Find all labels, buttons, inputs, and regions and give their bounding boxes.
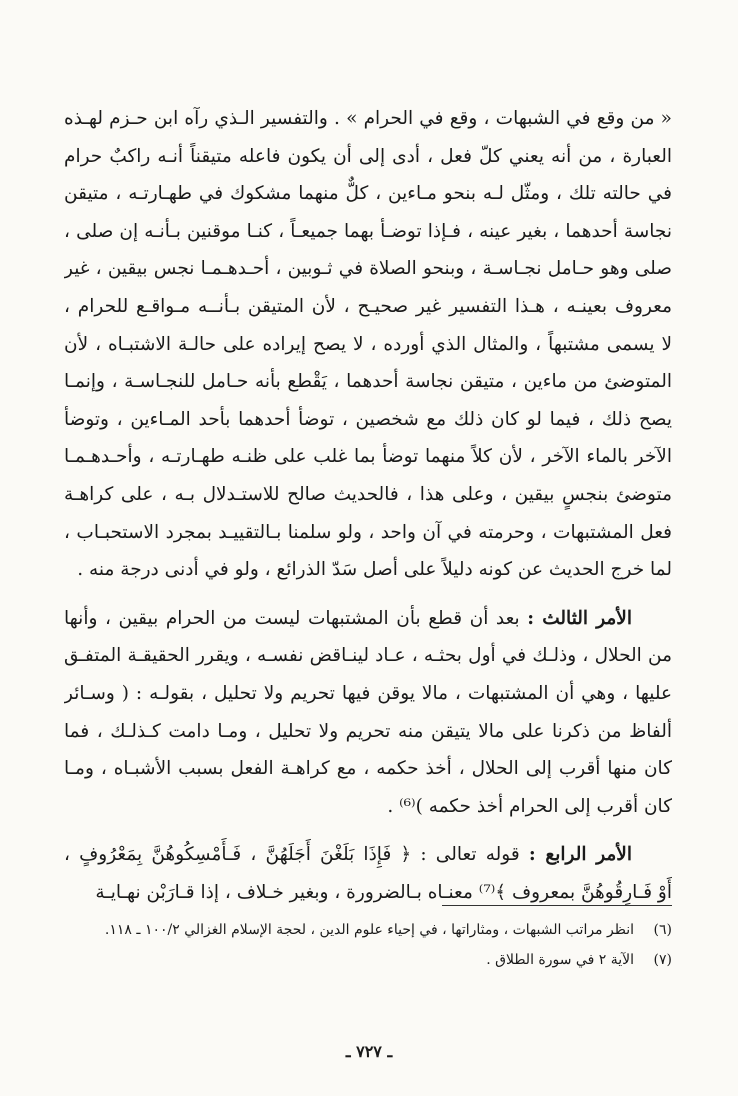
line-text: الآخر بالماء الآخر ، لأن كلاً منهما توضأ بما غلب على ظنـه طهـارتـه ، وأحـدهـمـا <box>64 446 672 468</box>
text-line <box>64 138 672 176</box>
line-text: المتوضئ من ماءين ، متيقن نجاسة أحدهما ، يَقْطع بأنه حـامل للنجـاسـة ، وإنمـا <box>64 371 672 393</box>
text-line <box>64 401 672 439</box>
footnote-number: (٧) <box>653 952 672 968</box>
line-text: نجاسة أحدهما ، بغير عينه ، فـإذا توضـأ بهما جميعـاً ، كنـا موقنين بـأنـه إن صلى ، <box>64 220 672 242</box>
text-line <box>64 100 672 138</box>
text-line <box>64 213 672 251</box>
text-line <box>64 250 672 288</box>
text-line <box>64 675 672 713</box>
text-line <box>64 514 672 552</box>
line-text: قوله تعالى : ﴿ فَإِذَا بَلَغْنَ أَجَلَهُنَّ ، فَـأَمْسِكُوهُنَّ بِمَعْرُوفٍ ، <box>64 844 529 866</box>
text-line <box>64 788 672 826</box>
line-text: لا يسمى مشتبهاً ، والمثال الذي أورده ، لا يصح إيراده على حالـة الاشتبـاه ، لأن <box>64 333 672 355</box>
line-text: متوضئ بنجسٍ بيقين ، وعلى هذا ، فالحديث صالح للاستـدلال بـه ، على كراهـة <box>64 483 672 505</box>
text-line <box>64 551 672 589</box>
text-line <box>64 713 672 751</box>
section-lead: الأمر الثالث : <box>527 607 632 629</box>
footnote-separator <box>442 905 672 906</box>
paragraph-gap <box>64 825 672 836</box>
section-lead: الأمر الرابع : <box>528 844 632 866</box>
line-text: بعد أن قطع بأن المشتبهات ليست من الحرام بيقين ، وأنها <box>64 607 528 629</box>
footnotes <box>64 915 672 975</box>
footnote-number: (٦) <box>653 922 672 938</box>
text-line <box>64 326 672 364</box>
line-text: لما خرج الحديث عن كونه دليلاً على أصل سَدّ الذرائع ، ولو في أدنى درجة منه . <box>77 559 672 581</box>
footnote <box>64 945 672 975</box>
line-text: في حالته تلك ، ومثّل لـه بنحو مـاءين ، كلٌّ منهما مشكوك في طهـارتـه ، متيقن <box>64 183 672 205</box>
line-text: عليها ، وهي أن المشتبهات ، مالا يوقن فيها تحريم ولا تحليل ، بقولـه : ( وسـائر <box>64 682 672 704</box>
footnote-text: الآية ٢ في سورة الطلاق . <box>486 952 634 968</box>
line-text: كان منها أقرب إلى الحلال ، أخذ حكمه ، مع كراهـة الفعل بسبب الأشبـاه ، ومـا <box>64 758 672 780</box>
line-text: من الحلال ، وذلـك في أول بحثـه ، عـاد لينـاقض نفسـه ، ويقرر الحقيقـة المتفـق <box>64 645 672 667</box>
page-number: ـ ٧٢٧ ـ <box>345 1042 393 1061</box>
text-line <box>64 476 672 514</box>
line-text: أَوْ فَـارِقُوهُنَّ بمعروف ﴾⁽⁷⁾ معنـاه بـالضرورة ، وبغير خـلاف ، إذا قـارَبْن نهـايـة <box>95 881 672 903</box>
line-text: صلى وهو حـامل نجـاسـة ، وبنحو الصلاة في ثـوبين ، أحـدهـمـا نجس بيقين ، غير <box>64 258 672 280</box>
text-line <box>64 836 672 874</box>
text-line <box>64 288 672 326</box>
text-line <box>64 363 672 401</box>
text-line <box>64 438 672 476</box>
paragraph-gap <box>64 589 672 600</box>
main-text <box>64 100 672 911</box>
line-text: كان أقرب إلى الحرام أخذ حكمه )⁽⁶⁾ . <box>387 795 672 817</box>
text-line <box>64 175 672 213</box>
footnote-text: انظر مراتب الشبهات ، ومثاراتها ، في إحياء علوم الدين ، لحجة الإسلام الغزالي ١٠٠/٢ ـ ١١٨. <box>104 922 634 938</box>
footnote <box>64 915 672 945</box>
line-text: يصح ذلك ، فيما لو كان ذلك مع شخصين ، توضأ أحدهما بأحد المـاءين ، وتوضأ <box>64 408 672 430</box>
line-text: « من وقع في الشبهات ، وقع في الحرام » . والتفسير الـذي رآه ابن حـزم لهـذه <box>64 108 672 129</box>
line-text: فعل المشتبهات ، وحرمته في آن واحد ، ولو سلمنا بـالتقييـد بمجرد الاستحبـاب ، <box>64 521 672 543</box>
text-line <box>64 600 672 638</box>
text-line <box>64 750 672 788</box>
text-line <box>64 637 672 675</box>
line-text: العبارة ، من أنه يعني كلّ فعل ، أدى إلى أن يكون فاعله متيقناً أنـه راكبٌ حرام <box>64 145 672 167</box>
line-text: ألفاظ من ذكرنا على مالا يتيقن منه تحريم ولا تحليل ، ومـا دامت كـذلـك ، فما <box>64 720 672 742</box>
line-text: معروف بعينـه ، هـذا التفسير غير صحيـح ، لأن المتيقن بـأنــه مـواقـع للحرام ، <box>64 295 672 317</box>
